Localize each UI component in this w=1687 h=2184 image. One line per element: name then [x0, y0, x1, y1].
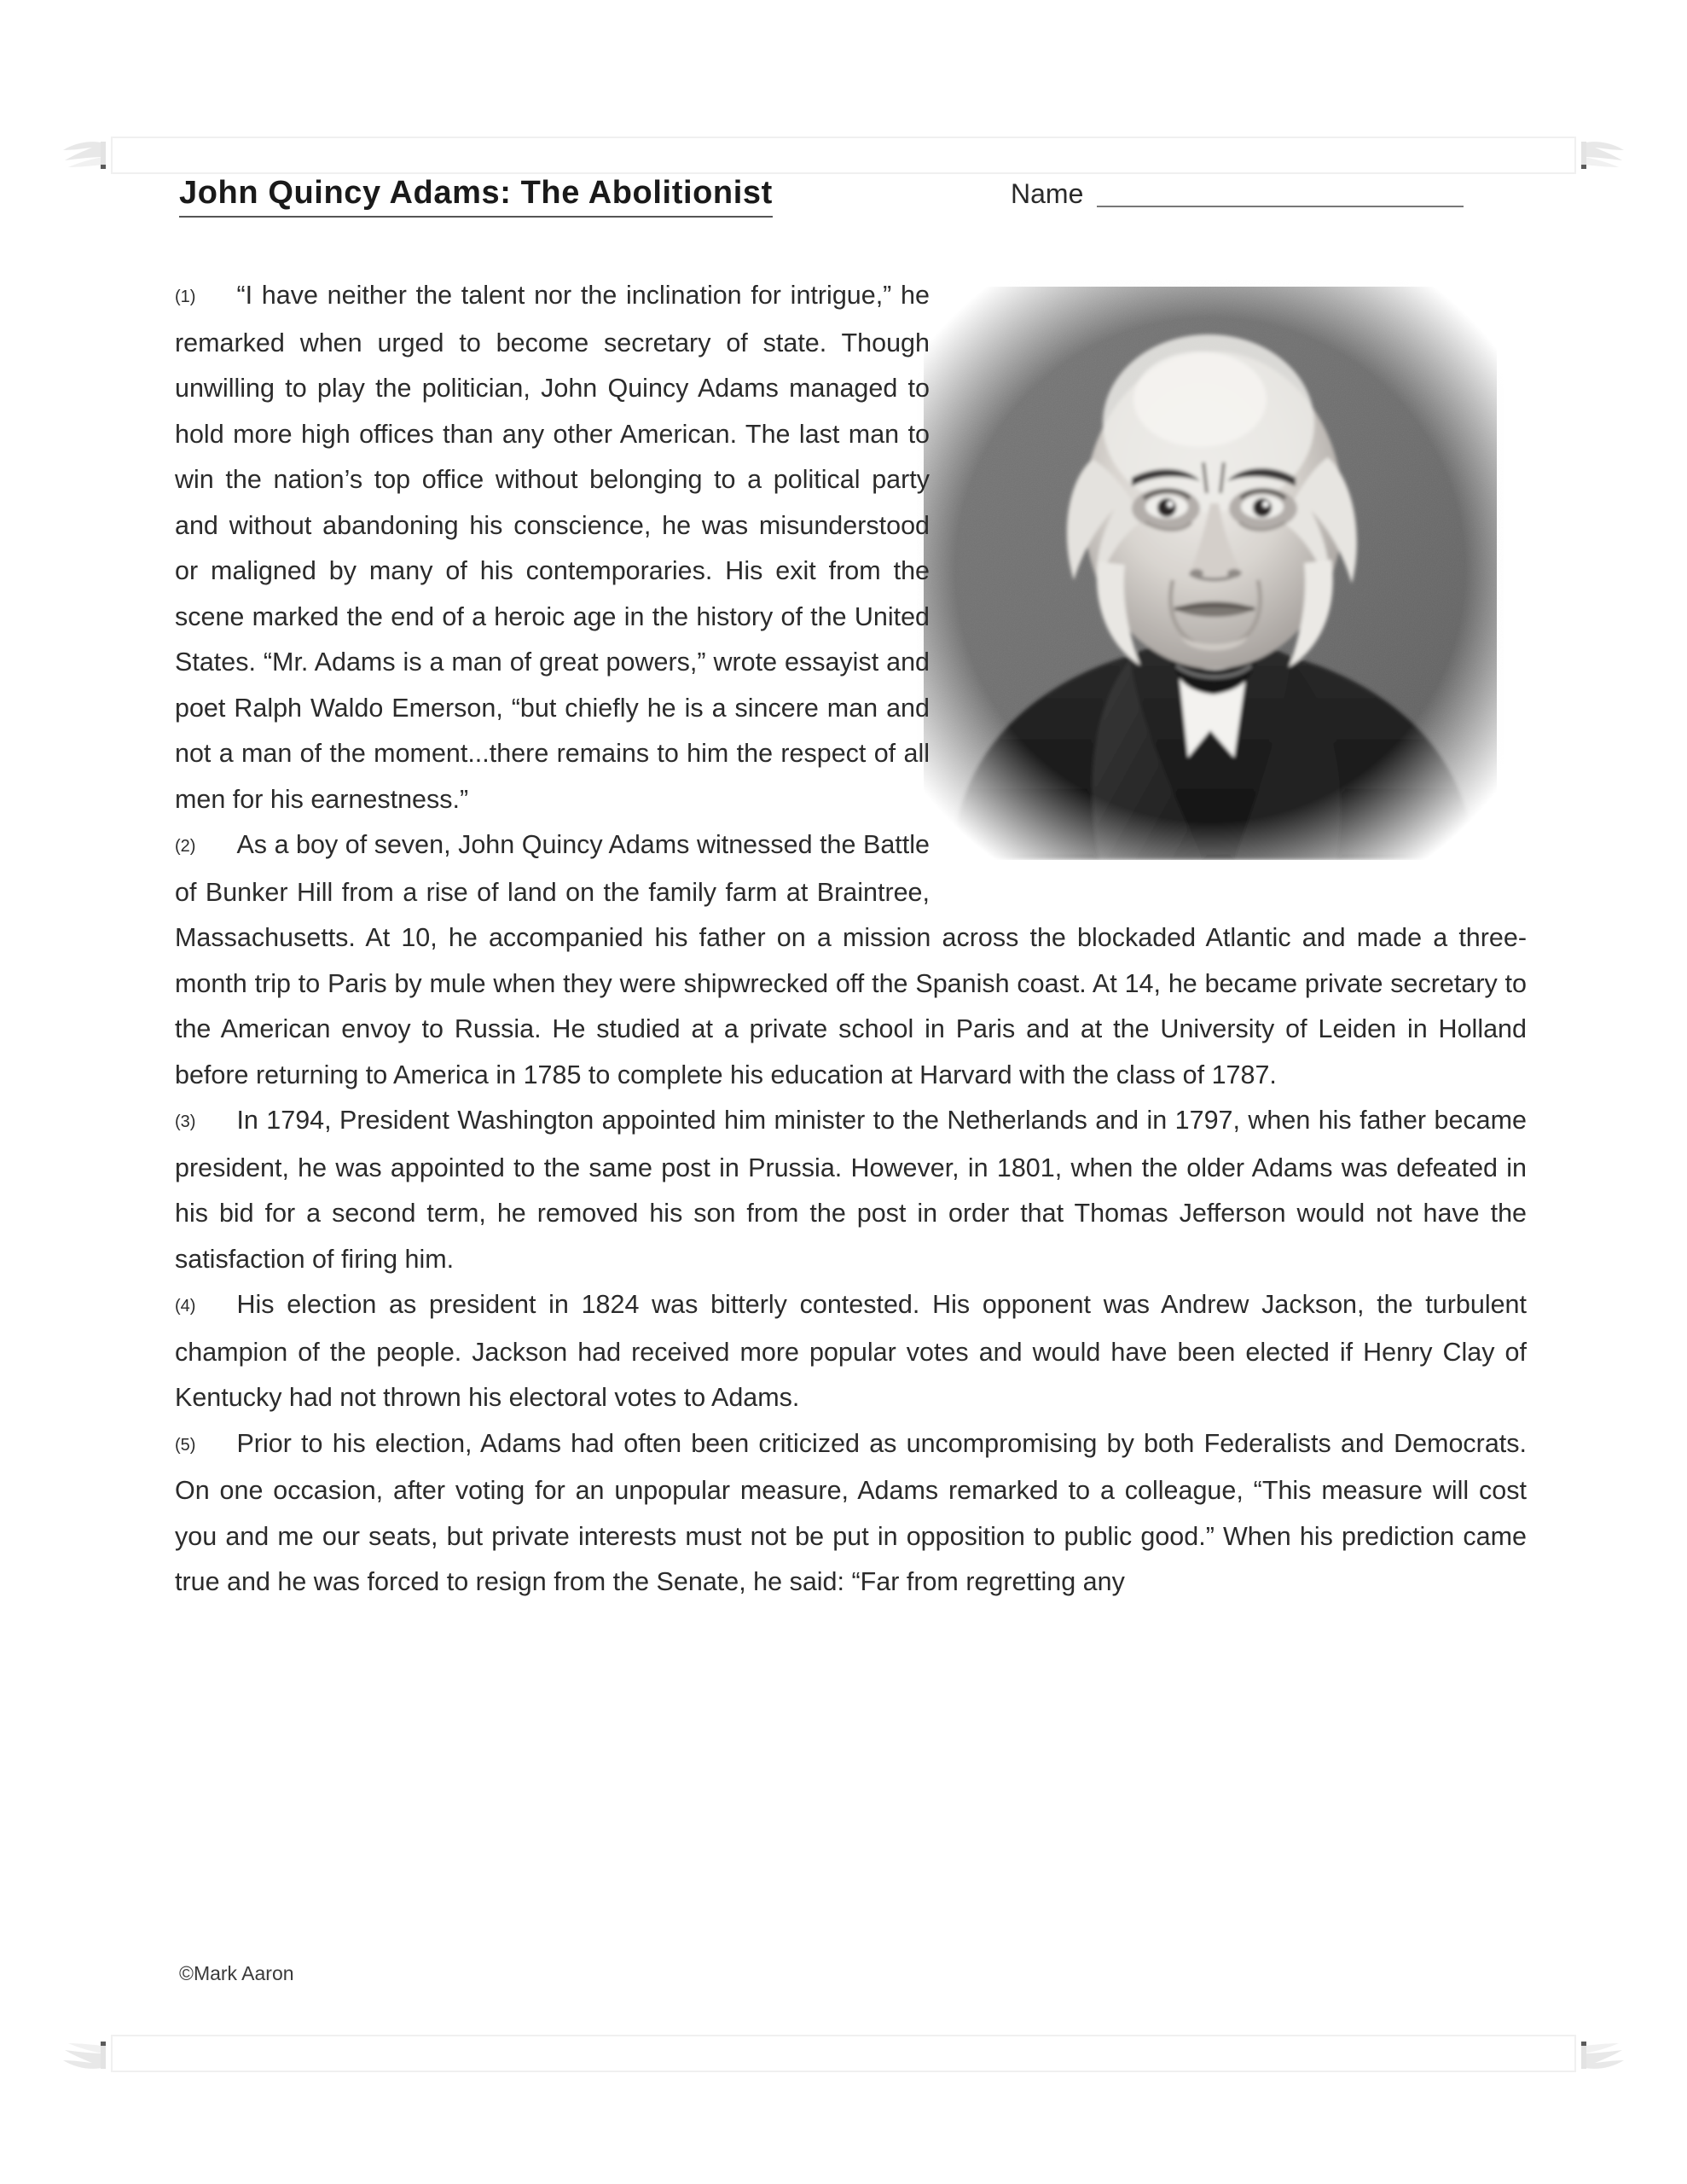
worksheet-header	[179, 175, 1544, 228]
paragraph-5	[175, 1421, 1527, 1606]
paragraph-text-1: “I have neither the talent nor the inclination for intrigue,” he remarked when urged to become secretary of state. Though unwilling to play the politician, John Quincy Adams managed to hold more high offices than any other American. The last man to win the nation’s top office without belonging to a political party and without abandoning his conscience, he was misunderstood or maligned by many of his contemporaries. His exit from the scene marked the end of a heroic age in the history of the United States. “Mr. Adams is a man of great powers,” wrote essayist and poet Ralph Waldo Emerson, “but chiefly he is a sincere man and not a man of the moment...there remains to him the respect of all men for his earnestness.”	[175, 281, 930, 814]
copyright-notice: ©Mark Aaron	[179, 1962, 294, 1984]
paragraph-3	[175, 1098, 1527, 1282]
paragraph-1	[175, 273, 1527, 822]
paragraph-number-3: (3)	[175, 1112, 196, 1131]
decorative-banner-bottom	[111, 2035, 1576, 2084]
portrait-text-wrap-spacer	[930, 273, 1527, 870]
paragraph-number-4: (4)	[175, 1297, 196, 1316]
name-write-in-line[interactable]	[1097, 182, 1464, 207]
ribbon-flag-icon	[58, 138, 106, 174]
paragraph-4	[175, 1282, 1527, 1421]
banner-cap-right	[1574, 2035, 1576, 2071]
student-name-field[interactable]	[1011, 180, 1464, 207]
paragraph-number-5: (5)	[175, 1435, 196, 1455]
banner-cap-left	[111, 2035, 113, 2071]
name-label: Name	[1011, 178, 1084, 209]
ribbon-flag-icon-mirrored	[1581, 138, 1629, 174]
paragraph-text-2: As a boy of seven, John Quincy Adams witnessed the Battle of Bunker Hill from a rise of land on the family farm at Braintree, Massachusetts. At 10, he accompanied his father on a mission across the blockaded Atlantic and made a three-month trip to Paris by mule when they were shipwrecked off the Spanish coast. At 14, he became private secretary to the American envoy to Russia. He studied at a private school in Paris and at the University of Leiden in Holland before returning to America in 1785 to complete his education at Harvard with the class of 1787.	[175, 830, 1527, 1089]
paragraph-text-3: In 1794, President Washington appointed him minister to the Netherlands and in 1797, when his father became president, he was appointed to the same post in Prussia. However, in 1801, when the older Adams was defeated in his bid for a second term, he removed his son from the post in order that Thomas Jefferson would not have the satisfaction of firing him.	[175, 1106, 1527, 1274]
page-title: John Quincy Adams: The Abolitionist	[179, 175, 773, 218]
ribbon-flag-icon	[58, 2036, 106, 2072]
paragraph-text-5: Prior to his election, Adams had often been criticized as uncompromising by both Federalists and Democrats. On one occasion, after voting for an unpopular measure, Adams remarked to a colleague, “This measure will cost you and me our seats, but private interests must not be put in opposition to public good.” When his prediction came true and he was forced to resign from the Senate, he said: “Far from regretting any	[175, 1428, 1527, 1596]
paragraph-text-4: His election as president in 1824 was bitterly contested. His opponent was Andrew Jackson, the turbulent champion of the people. Jackson had received more popular votes and would have been elected if Henry Clay of Kentucky had not thrown his electoral votes to Adams.	[175, 1290, 1527, 1412]
banner-rule-lower	[111, 2071, 1576, 2072]
ribbon-flag-icon-mirrored	[1581, 2036, 1629, 2072]
banner-rule-upper	[111, 2035, 1576, 2036]
banner-cap-right	[1574, 136, 1576, 172]
paragraph-number-1: (1)	[175, 288, 196, 306]
reading-passage	[175, 273, 1527, 1606]
banner-rule-upper	[111, 136, 1576, 138]
paragraph-number-2: (2)	[175, 837, 196, 856]
banner-rule-lower	[111, 172, 1576, 174]
banner-cap-left	[111, 136, 113, 172]
